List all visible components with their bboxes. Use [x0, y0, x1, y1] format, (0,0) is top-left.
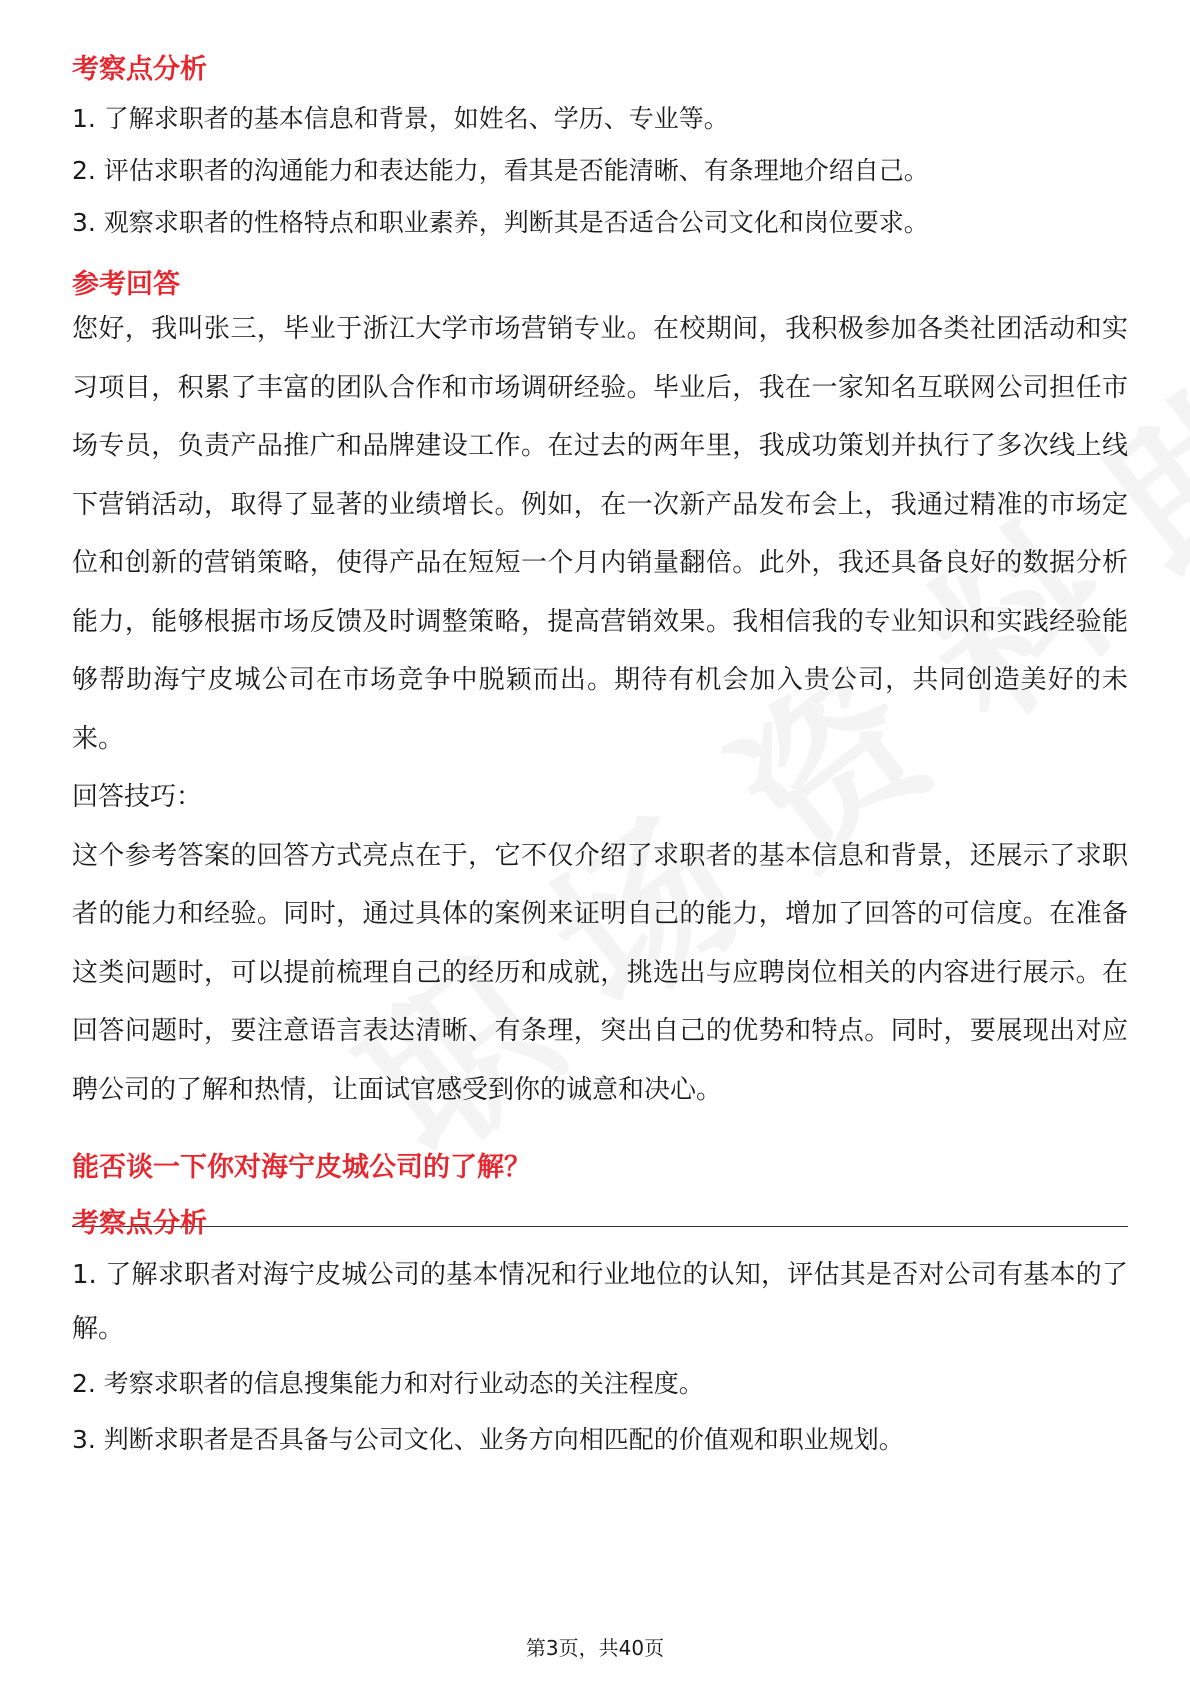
document-page: [72, 50, 1128, 1119]
section1-analysis-item-3: 3. 观察求职者的性格特点和职业素养，判断其是否适合公司文化和岗位要求。: [72, 208, 929, 237]
section1-tips-text: 这个参考答案的回答方式亮点在于，它不仅介绍了求职者的基本信息和背景，还展示了求职者的能力和经验。同时，通过具体的案例来证明自己的能力，增加了回答的可信度。在准备这类问题时，可以提前梳理自己的经历和成就，挑选出与应聘岗位相关的内容进行展示。在回答问题时，要注意语言表达清晰、有条理，突出自己的优势和特点。同时，要展现出对应聘公司的了解和热情，让面试官感受到你的诚意和决心。: [72, 840, 1128, 1105]
section1-answer-text: 您好，我叫张三，毕业于浙江大学市场营销专业。在校期间，我积极参加各类社团活动和实习项目，积累了丰富的团队合作和市场调研经验。毕业后，我在一家知名互联网公司担任市场专员，负责产品推广和品牌建设工作。在过去的两年里，我成功策划并执行了多次线上线下营销活动，取得了显著的业绩增长。例如，在一次新产品发布会上，我通过精准的市场定位和创新的营销策略，使得产品在短短一个月内销量翻倍。此外，我还具备良好的数据分析能力，能够根据市场反馈及时调整策略，提高营销效果。我相信我的专业知识和实践经验能够帮助海宁皮城公司在市场竞争中脱颖而出。期待有机会加入贵公司，共同创造美好的未来。: [72, 314, 1128, 754]
section1-analysis-heading: 考察点分析: [72, 54, 207, 85]
section1-answer-heading: 参考回答: [72, 269, 180, 300]
section2-analysis-item-1: 1. 了解求职者对海宁皮城公司的基本情况和行业地位的认知，评估其是否对公司有基本的了解。: [72, 1260, 1128, 1344]
section1-analysis-item-2: 2. 评估求职者的沟通能力和表达能力，看其是否能清晰、有条理地介绍自己。: [72, 156, 929, 185]
section1-tips-label: 回答技巧：: [72, 782, 203, 812]
section1-analysis-item-1: 1. 了解求职者的基本信息和背景，如姓名、学历、专业等。: [72, 104, 729, 133]
section2-analysis-item-2: 2. 考察求职者的信息搜集能力和对行业动态的关注程度。: [72, 1369, 704, 1398]
section2-question: 能否谈一下你对海宁皮城公司的了解？: [72, 1152, 531, 1183]
section2-analysis-item-3: 3. 判断求职者是否具备与公司文化、业务方向相匹配的价值观和职业规划。: [72, 1425, 904, 1454]
section2: [72, 1148, 1128, 1460]
section2-analysis-heading: 考察点分析: [72, 1208, 207, 1239]
page-number: 第3页，共40页: [525, 1636, 665, 1660]
